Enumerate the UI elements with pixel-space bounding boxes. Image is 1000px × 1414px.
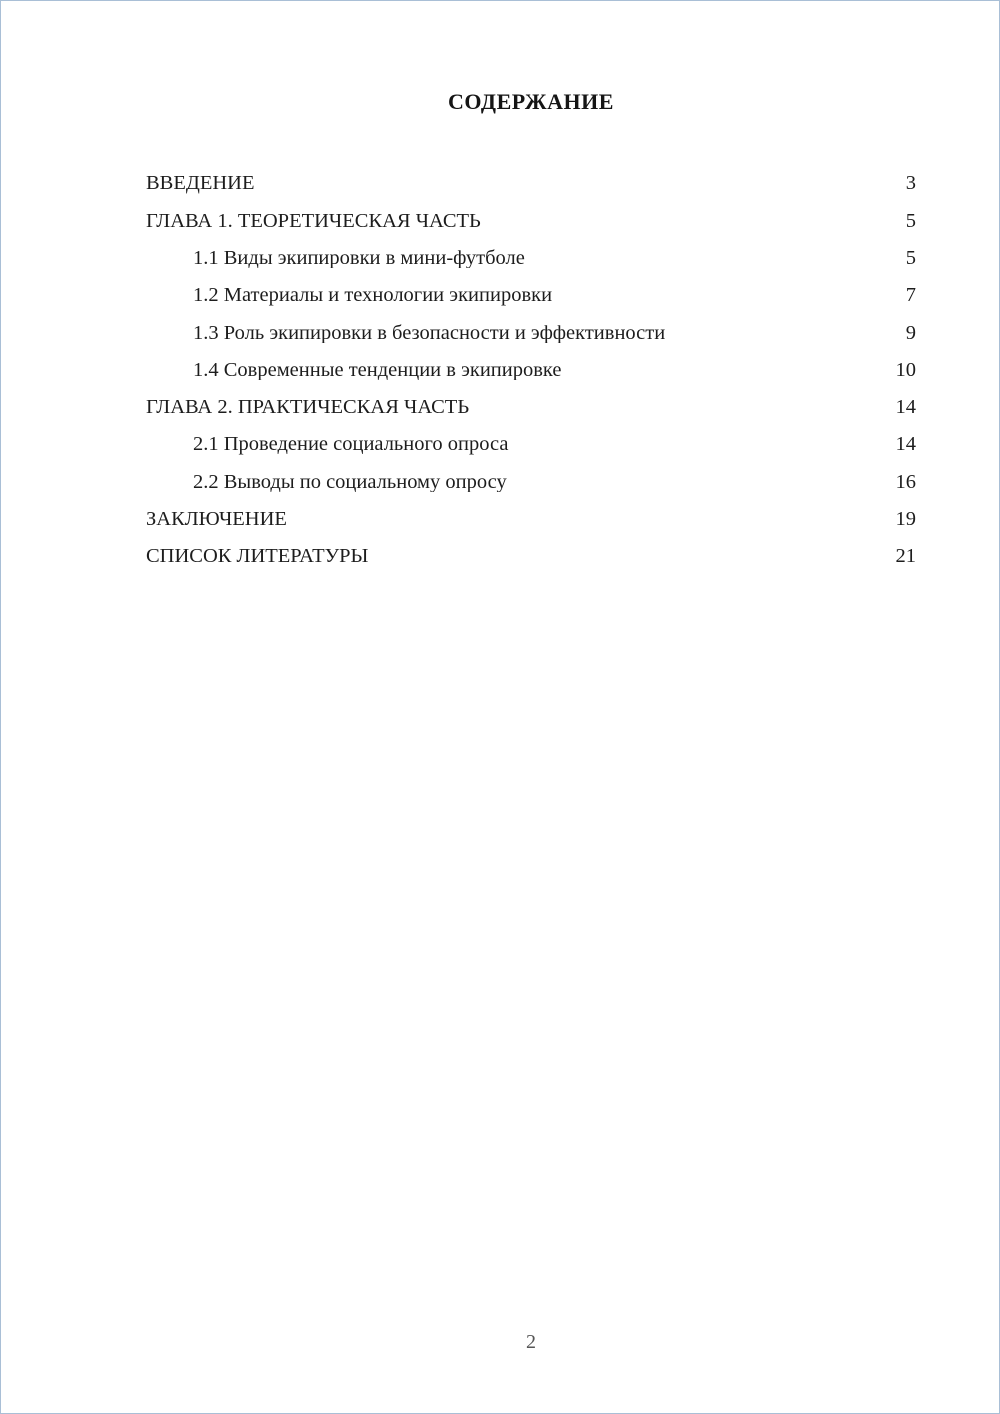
toc-entry-label: 1.4 Современные тенденции в экипировке	[193, 359, 562, 381]
toc-entry-label: ВВЕДЕНИЕ	[146, 173, 255, 194]
toc-entry	[146, 351, 916, 388]
toc-entry	[146, 202, 916, 239]
toc-entry-label: 1.1 Виды экипировки в мини-футболе	[193, 247, 525, 269]
toc-entry-page-number: 21	[895, 545, 916, 568]
page-title: СОДЕРЖАНИЕ	[448, 89, 614, 114]
toc-entry	[146, 501, 916, 538]
toc-entry	[146, 389, 916, 426]
toc-entry-label: 1.2 Материалы и технологии экипировки	[193, 285, 553, 306]
toc-entry-page-number: 7	[905, 284, 916, 307]
toc-entry-page-number: 3	[905, 172, 916, 195]
toc-entry-page-number: 14	[895, 396, 916, 419]
toc-entry-page-number: 14	[895, 433, 916, 456]
footer-page-number: 2	[526, 1331, 536, 1353]
toc-entry-label: ЗАКЛЮЧЕНИЕ	[146, 509, 287, 530]
toc-entry	[146, 240, 916, 277]
toc-entry-label: ГЛАВА 1. ТЕОРЕТИЧЕСКАЯ ЧАСТЬ	[146, 210, 481, 232]
toc-entry	[146, 538, 916, 575]
toc-entry-label: 2.2 Выводы по социальному опросу	[193, 471, 507, 493]
page-content	[146, 1, 916, 575]
toc-entry-label: 2.1 Проведение социального опроса	[193, 434, 509, 455]
toc-entry	[146, 314, 916, 351]
toc-entry-page-number: 5	[905, 246, 916, 269]
toc-entry-label: ГЛАВА 2. ПРАКТИЧЕСКАЯ ЧАСТЬ	[146, 397, 470, 418]
toc-entry-page-number: 5	[905, 209, 916, 232]
toc-entry	[146, 463, 916, 500]
toc-entry-page-number: 9	[905, 321, 916, 344]
toc-entry	[146, 277, 916, 314]
toc-entry	[146, 165, 916, 202]
toc-entry-label: СПИСОК ЛИТЕРАТУРЫ	[146, 546, 369, 567]
toc-entry-page-number: 10	[895, 358, 916, 381]
toc-entry-page-number: 16	[895, 470, 916, 493]
toc-entry	[146, 426, 916, 463]
toc-entry-page-number: 19	[895, 508, 916, 531]
toc-entry-label: 1.3 Роль экипировки в безопасности и эффективности	[193, 322, 666, 344]
toc-list	[146, 165, 916, 575]
